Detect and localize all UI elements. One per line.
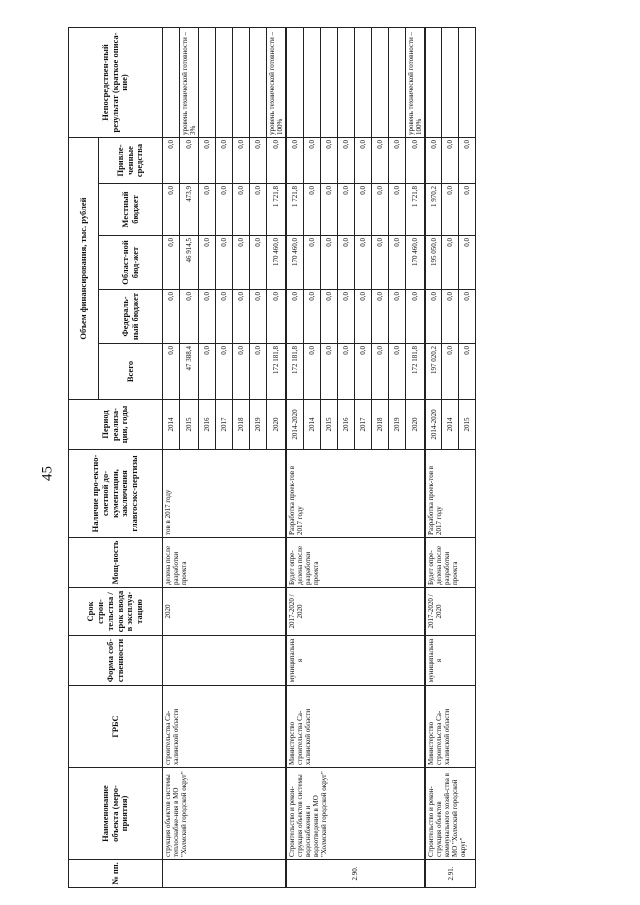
row-federal: 0,0 — [371, 290, 388, 344]
row-total: 0,0 — [250, 344, 267, 400]
row-attracted: 0,0 — [163, 138, 180, 184]
row-local: 0,0 — [459, 184, 476, 236]
row-period: 2017 — [216, 400, 233, 450]
row-federal: 0,0 — [425, 290, 442, 344]
row-federal: 0,0 — [354, 290, 371, 344]
row-attracted: 0,0 — [371, 138, 388, 184]
row-period: 2017 — [354, 400, 371, 450]
row-regional: 0,0 — [459, 236, 476, 290]
row-attracted: 0,0 — [286, 138, 303, 184]
header-attracted: Привле-ченные средства — [99, 138, 163, 184]
item-grbs: Министерство строительства Са-халинской области — [286, 686, 425, 768]
row-regional: 0,0 — [320, 236, 337, 290]
row-period: 2016 — [199, 400, 216, 450]
header-result: Непосредствен-ный результат (краткое описа-ние) — [69, 28, 163, 138]
row-federal: 0,0 — [320, 290, 337, 344]
row-total: 0,0 — [388, 344, 405, 400]
row-attracted: 0,0 — [388, 138, 405, 184]
row-attracted: 0,0 — [425, 138, 442, 184]
row-federal: 0,0 — [199, 290, 216, 344]
header-local: Местный бюджет — [99, 184, 163, 236]
row-local: 0,0 — [163, 184, 180, 236]
row-federal: 0,0 — [250, 290, 267, 344]
row-federal: 0,0 — [337, 290, 354, 344]
row-local: 1 721,8 — [286, 184, 303, 236]
row-period: 2014 — [303, 400, 320, 450]
row-attracted: 0,0 — [216, 138, 233, 184]
row-regional: 0,0 — [216, 236, 233, 290]
table-body — [163, 28, 476, 888]
row-regional: 170 460,0 — [405, 236, 425, 290]
row-total: 0,0 — [442, 344, 459, 400]
row-result: уровень технической готовности – 100% — [405, 28, 425, 138]
row-attracted: 0,0 — [267, 138, 287, 184]
row-attracted: 0,0 — [303, 138, 320, 184]
row-local: 0,0 — [337, 184, 354, 236]
row-regional: 0,0 — [388, 236, 405, 290]
row-total: 0,0 — [459, 344, 476, 400]
row-regional: 195 050,0 — [425, 236, 442, 290]
row-total: 0,0 — [320, 344, 337, 400]
table-row — [163, 28, 180, 888]
header-federal: Федераль-ный бюджет — [99, 290, 163, 344]
row-federal: 0,0 — [233, 290, 250, 344]
header-ownership: Форма соб-ственности — [69, 636, 163, 686]
row-federal: 0,0 — [442, 290, 459, 344]
item-ownership: муниципальная — [425, 636, 476, 686]
row-result — [216, 28, 233, 138]
row-local: 0,0 — [233, 184, 250, 236]
row-total: 0,0 — [371, 344, 388, 400]
row-local: 1 721,8 — [405, 184, 425, 236]
row-total: 47 388,4 — [180, 344, 199, 400]
row-local: 0,0 — [442, 184, 459, 236]
row-regional: 0,0 — [163, 236, 180, 290]
row-attracted: 0,0 — [337, 138, 354, 184]
row-result — [199, 28, 216, 138]
row-local: 0,0 — [199, 184, 216, 236]
row-attracted: 0,0 — [199, 138, 216, 184]
row-regional: 0,0 — [303, 236, 320, 290]
row-result — [233, 28, 250, 138]
row-result — [371, 28, 388, 138]
row-period: 2014 — [163, 400, 180, 450]
row-local: 1 721,8 — [267, 184, 287, 236]
row-total: 172 181,8 — [405, 344, 425, 400]
row-period: 2014 — [442, 400, 459, 450]
row-total: 197 020,2 — [425, 344, 442, 400]
header-no: № пп. — [69, 860, 163, 888]
rotated-table-page — [68, 28, 624, 888]
row-regional: 0,0 — [371, 236, 388, 290]
item-number — [163, 860, 287, 888]
row-federal: 0,0 — [388, 290, 405, 344]
header-capacity: Мощ-ность — [69, 538, 163, 588]
row-local: 0,0 — [388, 184, 405, 236]
row-total: 0,0 — [163, 344, 180, 400]
row-local: 0,0 — [371, 184, 388, 236]
row-period: 2015 — [180, 400, 199, 450]
header-regional: Област-ной бюд-жет — [99, 236, 163, 290]
header-funding: Объем финансирования, тыс. рублей — [69, 138, 99, 400]
item-name: Строительство и рекон-струкция объектов коммунального хозяй-ства в МО "Холмский городской округ" — [425, 768, 476, 860]
row-result: уровень технической готовности – 3% — [180, 28, 199, 138]
row-federal: 0,0 — [286, 290, 303, 344]
row-total: 0,0 — [303, 344, 320, 400]
row-period: 2019 — [250, 400, 267, 450]
row-federal: 0,0 — [163, 290, 180, 344]
header-term: Срок строи-тельства / срок ввода в эксплуа-тацию — [69, 588, 163, 636]
row-regional: 0,0 — [354, 236, 371, 290]
row-period: 2015 — [459, 400, 476, 450]
item-number: 2.91. — [425, 860, 476, 888]
row-period: 2015 — [320, 400, 337, 450]
row-regional: 0,0 — [199, 236, 216, 290]
row-total: 172 181,8 — [286, 344, 303, 400]
row-federal: 0,0 — [459, 290, 476, 344]
table-row — [425, 28, 442, 888]
row-federal: 0,0 — [216, 290, 233, 344]
row-attracted: 0,0 — [233, 138, 250, 184]
row-regional: 0,0 — [337, 236, 354, 290]
table-row — [286, 28, 303, 888]
row-federal: 0,0 — [303, 290, 320, 344]
row-result — [442, 28, 459, 138]
row-total: 0,0 — [233, 344, 250, 400]
row-result — [250, 28, 267, 138]
row-total: 172 181,8 — [267, 344, 287, 400]
row-result — [286, 28, 303, 138]
item-name: струкция объектов системы теплоснабже-ния в МО "Холмский городской округ" — [163, 768, 287, 860]
item-grbs: Министерство строительства Са-халинской области — [425, 686, 476, 768]
row-result — [303, 28, 320, 138]
header-name: Наименование объекта (меро-приятия) — [69, 768, 163, 860]
row-period: 2020 — [267, 400, 287, 450]
row-federal: 0,0 — [267, 290, 287, 344]
row-result — [354, 28, 371, 138]
item-capacity: Будет опре-делена после разработки проекта — [286, 538, 425, 588]
item-name: Строительство и рекон-струкция объектов системы водоснабжения и водоотведения в МО "Холмский городской округ" — [286, 768, 425, 860]
row-local: 0,0 — [216, 184, 233, 236]
row-result — [459, 28, 476, 138]
row-local: 0,0 — [320, 184, 337, 236]
item-term: 2017-2020 / 2020 — [286, 588, 425, 636]
row-result — [320, 28, 337, 138]
row-regional: 0,0 — [442, 236, 459, 290]
financing-table — [68, 27, 476, 888]
header-period: Период реализа-ции, годы — [69, 400, 163, 450]
item-docs: тов в 2017 году — [163, 450, 287, 538]
row-period: 2014-2020 — [425, 400, 442, 450]
item-capacity: делена после разработки проекта — [163, 538, 287, 588]
page-number: 45 — [39, 466, 56, 481]
item-grbs: строительства Са-халинской области — [163, 686, 287, 768]
header-total: Всего — [99, 344, 163, 400]
row-period: 2020 — [405, 400, 425, 450]
row-attracted: 0,0 — [320, 138, 337, 184]
row-total: 0,0 — [199, 344, 216, 400]
row-result — [425, 28, 442, 138]
row-local: 0,0 — [250, 184, 267, 236]
row-regional: 0,0 — [233, 236, 250, 290]
row-federal: 0,0 — [405, 290, 425, 344]
row-period: 2018 — [371, 400, 388, 450]
item-term: 2020 — [163, 588, 287, 636]
row-attracted: 0,0 — [354, 138, 371, 184]
row-attracted: 0,0 — [250, 138, 267, 184]
row-attracted: 0,0 — [180, 138, 199, 184]
row-result — [163, 28, 180, 138]
item-capacity: Будет опре-делена после разработки проекта — [425, 538, 476, 588]
header-docs: Наличие про-ектно-сметной до-кументации, заключения главгосэкс-пертизы — [69, 450, 163, 538]
item-docs: Разработка проек-тов в 2017 году — [286, 450, 425, 538]
row-attracted: 0,0 — [442, 138, 459, 184]
item-term: 2017-2020 / 2020 — [425, 588, 476, 636]
row-local: 473,9 — [180, 184, 199, 236]
item-number: 2.90. — [286, 860, 425, 888]
row-result — [337, 28, 354, 138]
item-docs: Разработка проек-тов в 2017 году — [425, 450, 476, 538]
item-ownership — [163, 636, 287, 686]
row-total: 0,0 — [337, 344, 354, 400]
row-federal: 0,0 — [180, 290, 199, 344]
row-period: 2019 — [388, 400, 405, 450]
row-local: 0,0 — [303, 184, 320, 236]
row-attracted: 0,0 — [405, 138, 425, 184]
row-regional: 46 914,5 — [180, 236, 199, 290]
item-ownership: муниципальная — [286, 636, 425, 686]
row-regional: 170 460,0 — [267, 236, 287, 290]
row-total: 0,0 — [216, 344, 233, 400]
row-period: 2016 — [337, 400, 354, 450]
row-period: 2018 — [233, 400, 250, 450]
row-result: уровень технической готовности – 100% — [267, 28, 287, 138]
row-local: 0,0 — [354, 184, 371, 236]
row-local: 1 970,2 — [425, 184, 442, 236]
header-grbs: ГРБС — [69, 686, 163, 768]
row-total: 0,0 — [354, 344, 371, 400]
row-regional: 170 460,0 — [286, 236, 303, 290]
row-period: 2014-2020 — [286, 400, 303, 450]
row-attracted: 0,0 — [459, 138, 476, 184]
row-regional: 0,0 — [250, 236, 267, 290]
row-result — [388, 28, 405, 138]
